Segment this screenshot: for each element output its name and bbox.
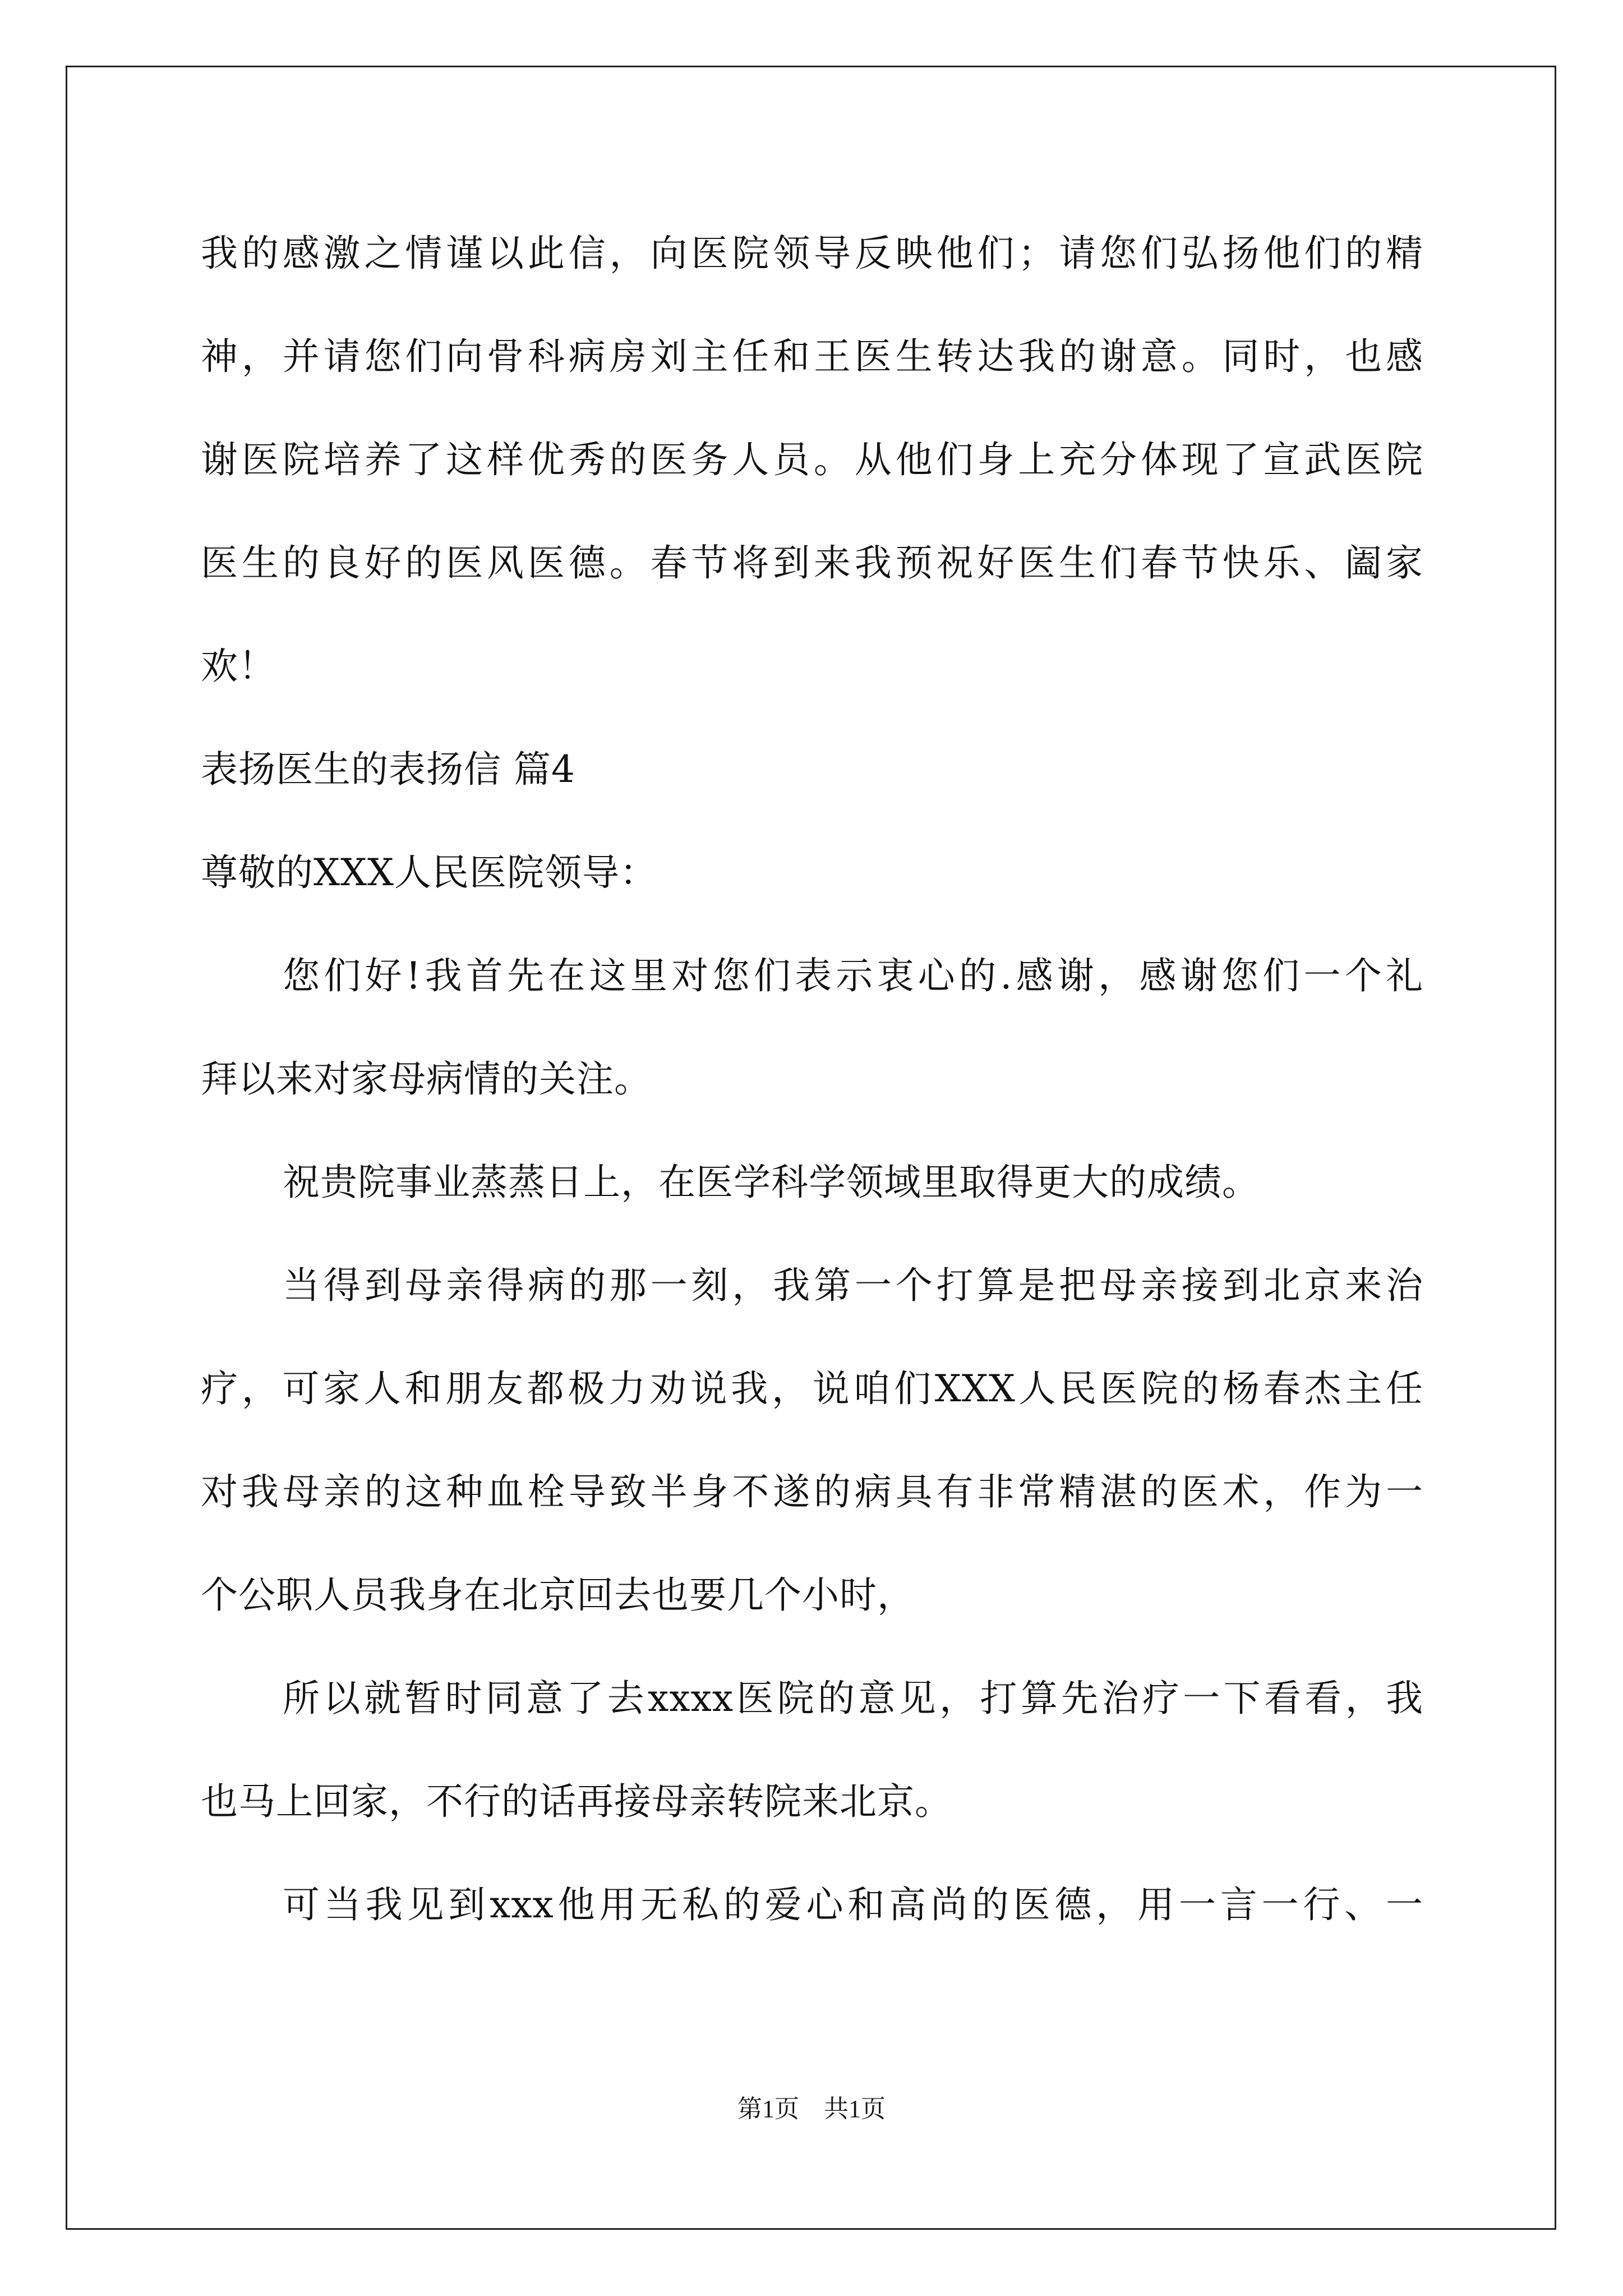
paragraph-line: 也马上回家，不行的话再接母亲转院来北京。 [201, 1780, 952, 1823]
paragraph-line: 疗，可家人和朋友都极力劝说我，说咱们XXX人民医院的杨春杰主任 [201, 1367, 1423, 1410]
body-line: 我的感激之情谨以此信，向医院领导反映他们；请您们弘扬他们的精 [201, 232, 1423, 275]
paragraph-line: 祝贵院事业蒸蒸日上，在医学科学领域里取得更大的成绩。 [283, 1161, 1260, 1204]
paragraph-line: 您们好!我首先在这里对您们表示衷心的.感谢，感谢您们一个礼 [283, 954, 1423, 997]
paragraph-line: 拜以来对家母病情的关注。 [201, 1057, 652, 1101]
body-line: 医生的良好的医风医德。春节将到来我预祝好医生们春节快乐、阖家 [201, 541, 1423, 585]
paragraph-line: 个公职人员我身在北京回去也要几个小时， [201, 1573, 915, 1617]
page-number-footer: 第1页 共1页 [737, 2095, 886, 2123]
salutation: 尊敬的XXX人民医院领导： [201, 851, 657, 894]
body-line: 欢！ [201, 645, 276, 688]
section-heading: 表扬医生的表扬信 篇4 [201, 748, 575, 791]
body-line: 谢医院培养了这样优秀的医务人员。从他们身上充分体现了宣武医院 [201, 438, 1423, 481]
paragraph-line: 当得到母亲得病的那一刻，我第一个打算是把母亲接到北京来治 [283, 1264, 1423, 1307]
paragraph-line: 所以就暂时同意了去xxxx医院的意见，打算先治疗一下看看，我 [283, 1677, 1423, 1720]
paragraph-line: 可当我见到xxx他用无私的爱心和高尚的医德，用一言一行、一 [283, 1883, 1423, 1926]
body-line: 神，并请您们向骨科病房刘主任和王医生转达我的谢意。同时，也感 [201, 335, 1423, 378]
paragraph-line: 对我母亲的这种血栓导致半身不遂的病具有非常精湛的医术，作为一 [201, 1470, 1423, 1513]
